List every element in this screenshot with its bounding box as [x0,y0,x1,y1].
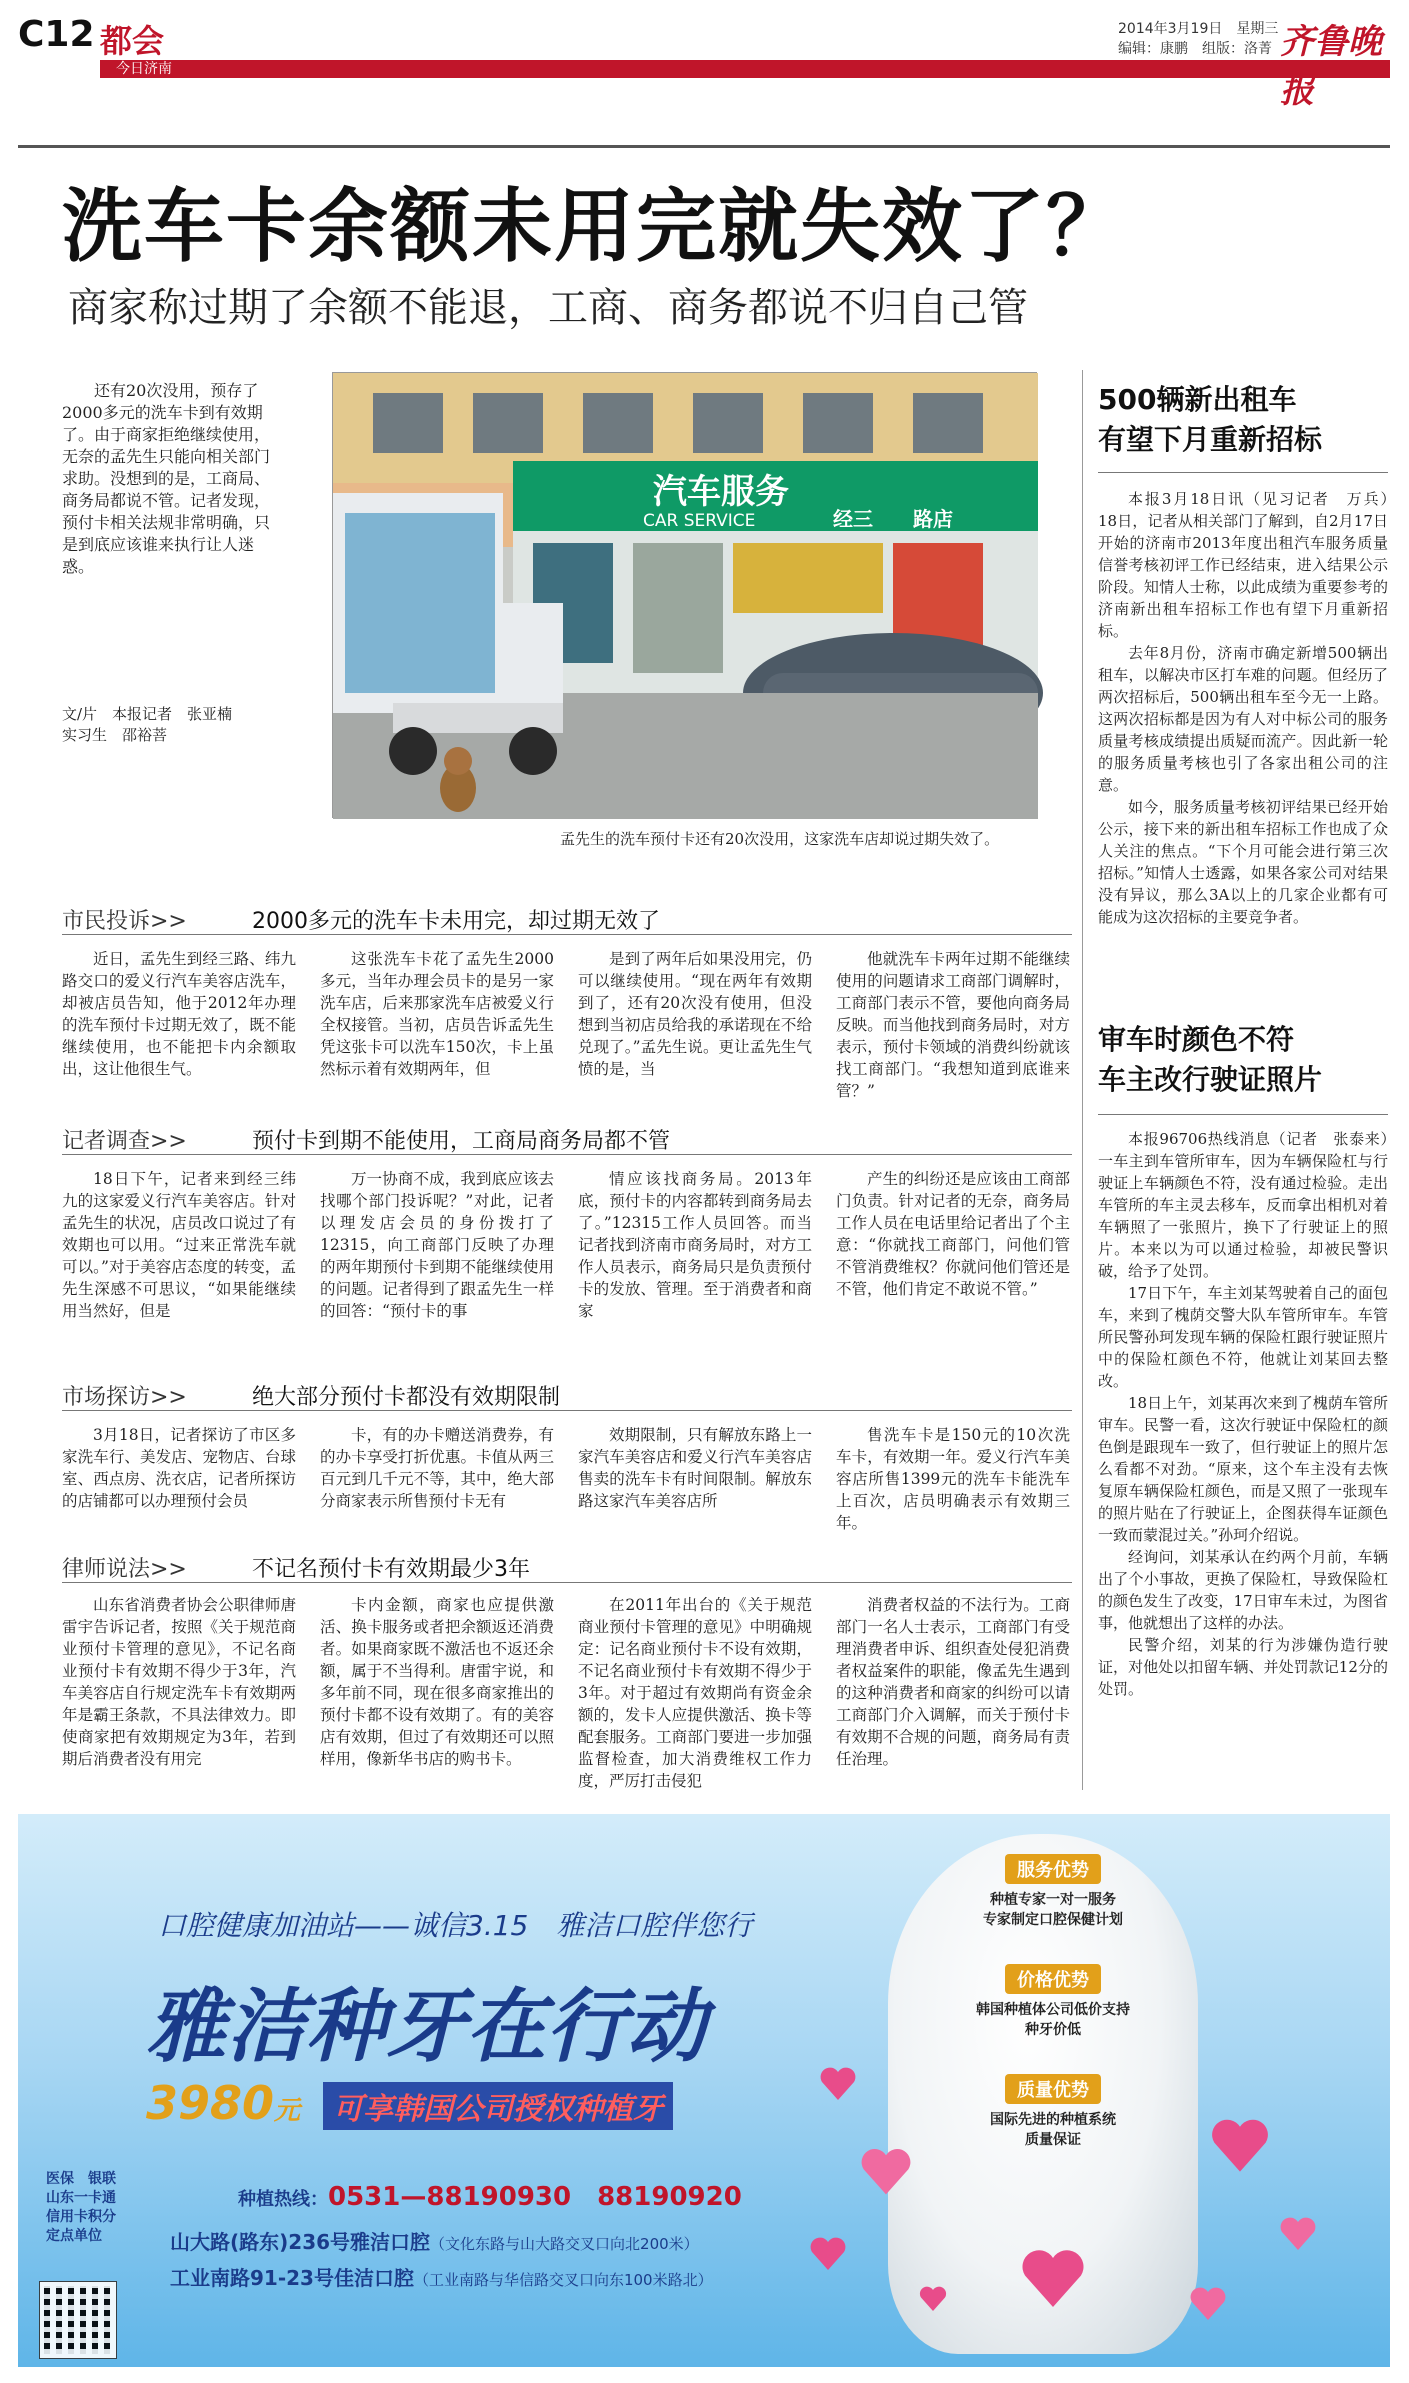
ad-slogan: 口腔健康加油站——诚信3.15 雅洁口腔伴您行 [158,1909,753,1942]
sidebar-story1-body [1098,488,1404,988]
ad-brand: 雅洁种牙在行动 [146,1980,706,2073]
ad-address-2 [170,2262,713,2291]
ad-price-value: 3980 [146,2076,275,2130]
ad-badge-title: 价格优势 [1005,1964,1101,1994]
sidebar-paragraph: 17日下午，车主刘某驾驶着自己的面包车，来到了槐荫交警大队车管所审车。车管所民警孙珂发现车辆的保险杠跟行驶证照片中的保险杠颜色不符，他就让刘某回去整改。 [1098,1284,1388,1390]
section-rule [62,1582,1072,1583]
ad-badge-line: 韩国种植体公司低价支持 [976,2002,1130,2018]
byline-intern: 实习生 邵裕菩 [62,726,168,744]
text-column: 3月18日，记者探访了市区多家洗车行、美发店、宠物店、台球室、西点房、洗衣店，记者所探访的店铺都可以办理预付会员 [62,1426,296,1510]
issue-date: 2014年3月19日 星期三 [1118,21,1279,37]
photo-sign-road: 经三 路店 [833,507,953,531]
ad-price-unit: 元 [274,2096,301,2126]
sidebar-story1-title [1098,380,1388,460]
photo-sign-text: 汽车服务 [653,472,789,512]
section-lawyer-header [62,1548,1072,1582]
article-photo [332,372,1037,818]
sidebar-paragraph: 去年8月份，济南市确定新增500辆出租车，以解决市区打车难的问题。但经历了两次招标后，500辆出租车至今无一上路。这两次招标都是因为有人对中标公司的服务质量考核成绩提出质疑而流产。因此新一轮的服务质量考核也引了各家出租公司的注意。 [1098,644,1388,794]
car-wash-photo-illustration [333,373,1038,819]
section-rule [62,1154,1072,1155]
newspaper-logo: 齐鲁晚报 [1280,22,1382,111]
sidebar-story2-title-line2: 车主改行驶证照片 [1098,1063,1323,1096]
ad-hotline-label: 种植热线： [238,2189,328,2210]
heart-icon [1278,2214,1318,2254]
sidebar-paragraph: 本报96706热线消息（记者 张泰来） 一车主到车管所审车，因为车辆保险杠与行驶证上车辆颜色不符，没有通过检验。走出车管所的车主灵去移车，反而拿出相机对着车辆照了一张照片，换下了行驶证上的照片。本来以为可以通过检验，却被民警识破，给予了处罚。 [1098,1130,1404,1280]
text-column: 是到了两年后如果没用完，仍可以继续使用。“现在两年有效期到了，还有20次没有使用，但没想到当初店员给我的承诺现在不给兑现了。”孟先生说。更让孟先生气愤的是，当 [578,950,812,1078]
ad-address-1-note: （文化东路与山大路交叉口向北200米） [430,2235,699,2253]
text-column: 消费者权益的不法行为。工商部门一名人士表示，工商部门有受理消费者申诉、组织查处侵犯消费者权益案件的职能，像孟先生遇到的这种消费者和商家的纠纷可以请工商部门介入调解，而关于预付卡有效期不合规的问题，商务局有责任治理。 [836,1596,1070,1768]
text-column: 效期限制，只有解放东路上一家汽车美容店和爱义行汽车美容店售卖的洗车卡有时间限制。解放东路这家汽车美容店所 [578,1426,812,1510]
subheadline: 商家称过期了余额不能退，工商、商务都说不归自己管 [68,285,1028,331]
section-complaint-body [62,948,1072,1136]
section-title: 2000多元的洗车卡未用完，却过期无效了 [252,909,660,934]
ad-badge-line: 种牙价低 [1025,2022,1081,2038]
ad-badge-line: 国际先进的种植系统 [990,2112,1116,2128]
ad-badge-title: 质量优势 [1005,2074,1101,2104]
dental-advertisement [18,1814,1390,2367]
lede-paragraph: 还有20次没用，预存了2000多元的洗车卡到有效期了。由于商家拒绝继续使用，无奈的孟先生只能向相关部门求助。没想到的是，工商局、商务局都说不管。记者发现，预付卡相关法规非常明确，只是到底应该谁来执行让人迷惑。 [62,381,271,576]
editor-credit: 编辑：康鹏 组版：洛菁 [1118,41,1272,57]
ad-badge-title: 服务优势 [1005,1854,1101,1884]
text-column: 产生的纠纷还是应该由工商部门负责。针对记者的无奈，商务局工作人员在电话里给记者出了个主意：“你就找工商部门，问他们管不管消费维权？你就问他们管还是不管，他们肯定不敢说不管。” [836,1170,1070,1298]
section-kicker: 律师说法>> [62,1557,187,1582]
heart-icon [918,2284,948,2314]
text-column: 在2011年出台的《关于规范商业预付卡管理的意见》中明确规定：记名商业预付卡不设有效期，不记名商业预付卡有效期不得少于3年。对于超过有效期尚有资金余额的，发卡人应提供激活、换卡等配套服务。工商部门要进一步加强监督检查，加大消费维权工作力度，严厉打击侵犯 [578,1596,812,1790]
section-investigation-header [62,1120,1072,1154]
subsection-name: 今日济南 [116,61,172,77]
ad-badge-price [943,1964,1163,2040]
section-market-body [62,1424,1072,1544]
section-title: 预付卡到期不能使用，工商局商务局都不管 [252,1129,671,1154]
sidebar-story2-body [1098,1128,1404,1800]
text-column: 这张洗车卡花了孟先生2000多元，当年办理会员卡的是另一家洗车店，后来那家洗车店被爱义行全权接管。当初，店员告诉孟先生凭这张卡可以洗车150次，卡上虽然标示着有效期两年，但 [320,950,554,1078]
ad-address-2-main: 工业南路91-23号佳洁口腔 [170,2266,414,2290]
section-complaint-header [62,900,1072,934]
text-column: 售洗车卡是150元的10次洗车卡，有效期一年。爱义行汽车美容店所售1399元的洗车卡能洗车上百次，店员明确表示有效期三年。 [836,1426,1070,1532]
section-lawyer-body [62,1594,1072,1800]
sidebar-paragraph: 如今，服务质量考核初评结果已经开始公示，接下来的新出租车招标工作也成了众人关注的焦点。“下个月可能会进行第三次招标。”知情人士透露，如果各家公司对结果没有异议，那么3A以上的几家企业都有可能成为这次招标的主要竞争者。 [1098,798,1388,926]
ad-address-1 [170,2226,699,2255]
ad-badge-line: 质量保证 [1025,2132,1081,2148]
ad-price [146,2076,300,2130]
heart-icon [1018,2244,1088,2314]
ad-badge-line: 专家制定口腔保健计划 [983,1912,1123,1928]
heart-icon [818,2064,858,2104]
heart-icon [808,2234,848,2274]
sidebar-story2-title-line1: 审车时颜色不符 [1098,1023,1295,1056]
ad-hotline [238,2176,742,2213]
section-name: 都会 [100,22,165,60]
ad-address-1-main: 山大路(路东)236号雅洁口腔 [170,2230,431,2254]
text-column: 卡，有的办卡赠送消费券，有的办卡享受打折优惠。卡值从两三百元到几千元不等，其中，绝大部分商家表示所售预付卡无有 [320,1426,554,1510]
page-number: C12 [18,14,95,55]
text-column: 18日下午，记者来到经三纬九的这家爱义行汽车美容店。针对孟先生的状况，店员改口说过了有效期也可以用。“过来正常洗车就可以。”对于美容店态度的转变，孟先生深感不可思议，“如果能继续用当然好，但是 [62,1170,296,1320]
ad-hotline-numbers: 0531—88190930 88190920 [328,2182,742,2212]
heart-icon [858,2144,914,2200]
section-title: 不记名预付卡有效期最少3年 [252,1557,530,1582]
qr-code-icon [40,2282,116,2358]
section-investigation-body [62,1168,1072,1372]
byline [62,704,282,746]
sidebar-rule [1098,1114,1388,1115]
ad-badge-line: 种植专家一对一服务 [990,1892,1116,1908]
section-bar [100,60,1390,78]
section-market-header [62,1376,1072,1410]
text-column: 情应该找商务局。2013年底，预付卡的内容都转到商务局去了。”12315工作人员回答。而当记者找到济南市商务局时，对方工作人员表示，商务局只是负责预付卡的发放、管理。至于消费者和商家 [578,1170,812,1320]
top-rule [18,145,1390,148]
headline: 洗车卡余额未用完就失效了？ [62,180,1128,273]
photo-caption: 孟先生的洗车预付卡还有20次没用，这家洗车店却说过期失效了。 [560,830,1000,848]
sidebar-rule [1098,472,1388,473]
photo-sign-english: CAR SERVICE [643,511,756,531]
section-title: 绝大部分预付卡都没有效期限制 [252,1385,561,1410]
text-column: 卡内金额，商家也应提供激活、换卡服务或者把余额返还消费者。如果商家既不激活也不返还余额，属于不当得利。唐雷宇说，和多年前不同，现在很多商家推出的预付卡都不设有效期了。有的美容店有效期，但过了有效期还可以照样用，像新华书店的购书卡。 [320,1596,554,1768]
text-column: 万一协商不成，我到底应该去找哪个部门投诉呢？”对此，记者以理发店会员的身份拨打了12315，向工商部门反映了办理的两年期预付卡到期不能继续使用的问题。记者得到了跟孟先生一样的回答：“预付卡的事 [320,1170,554,1320]
section-kicker: 记者调查>> [62,1129,187,1154]
sidebar-paragraph: 本报3月18日讯（见习记者 万兵） 18日，记者从相关部门了解到，自2月17日开始的济南市2013年度出租汽车服务质量信誉考核初评工作已经结束，进入结果公示阶段。知情人士称，以此成绩为重要参考的济南新出租车招标工作也有望下月重新招标。 [1098,490,1404,640]
column-divider [1082,370,1083,1790]
section-rule [62,1410,1072,1411]
sidebar-paragraph: 民警介绍，刘某的行为涉嫌伪造行驶证，对他处以扣留车辆、并处罚款记12分的处罚。 [1098,1636,1388,1698]
sidebar-paragraph: 18日上午，刘某再次来到了槐荫车管所审车。民警一看，这次行驶证中保险杠的颜色倒是跟现车一致了，但行驶证上的照片怎么看都不对劲。“原来，这个车主没有去恢复原车辆保险杠颜色，而是又照了一张现车的照片贴在了行驶证上，企图获得车证颜色一致而蒙混过关。”孙珂介绍说。 [1098,1394,1388,1544]
sidebar-story1-title-line1: 500辆新出租车 [1098,383,1297,416]
masthead [18,14,1390,111]
heart-icon [1208,2114,1272,2178]
section-kicker: 市场探访>> [62,1385,187,1410]
ad-badge-quality [943,2074,1163,2150]
ad-address-2-note: （工业南路与华信路交叉口向东100米路北） [413,2271,713,2289]
text-column: 他就洗车卡两年过期不能继续使用的问题请求工商部门调解时，工商部门表示不管，要他向商务局反映。而当他找到商务局时，对方表示，预付卡领域的消费纠纷就该找工商部门。“我想知道到底谁来管？” [836,950,1070,1100]
sidebar-paragraph: 经询问，刘某承认在约两个月前，车辆出了个小事故，更换了保险杠，导致保险杠的颜色发生了改变，17日审车未过，为图省事，他就想出了这样的办法。 [1098,1548,1388,1632]
section-kicker: 市民投诉>> [62,909,187,934]
byline-reporter: 文/片 本报记者 张亚楠 [62,705,233,723]
ad-payment-methods: 医保 银联 山东一卡通 信用卡积分 定点单位 [46,2171,116,2244]
text-column: 山东省消费者协会公职律师唐雷宇告诉记者，按照《关于规范商业预付卡管理的意见》，不记名商业预付卡有效期不得少于3年，汽车美容店自行规定洗车卡有效期两年是霸王条款，不具法律效力。即使商家把有效期规定为3年，若到期后消费者没有用完 [62,1596,296,1768]
heart-icon [1188,2284,1228,2324]
section-rule [62,934,1072,935]
sidebar-story1-title-line2: 有望下月重新招标 [1098,423,1323,456]
sidebar-story2-title [1098,1020,1388,1100]
text-column: 近日，孟先生到经三路、纬九路交口的爱义行汽车美容店洗车，却被店员告知，他于2012年办理的洗车预付卡过期无效了，既不能继续使用，也不能把卡内余额取出，这让他很生气。 [62,950,296,1078]
ad-pitch: 可享韩国公司授权种植牙 [323,2082,673,2130]
ad-badge-service [943,1854,1163,1930]
